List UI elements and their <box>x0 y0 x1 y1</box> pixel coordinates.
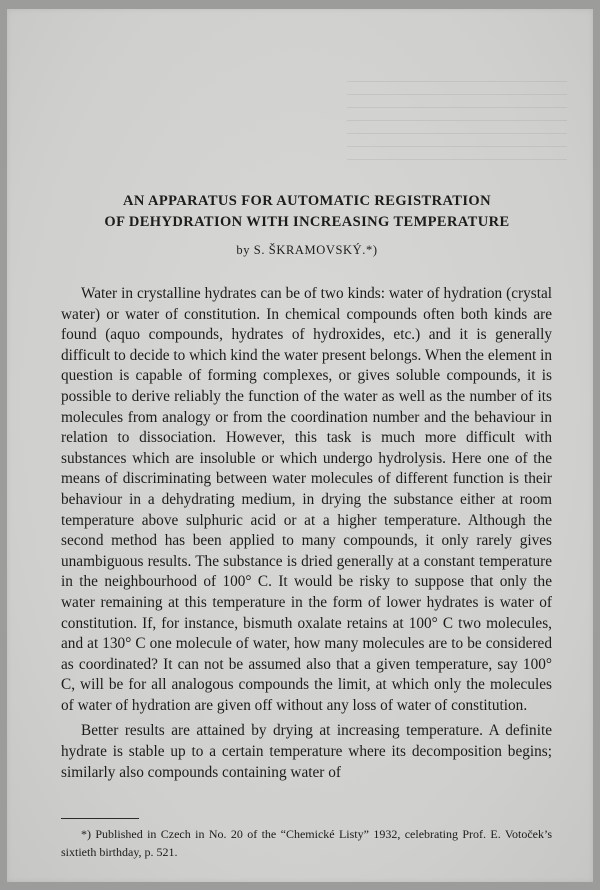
author-byline: by S. ŠKRAMOVSKÝ.*) <box>236 243 378 257</box>
paragraph: Water in crystalline hydrates can be of two kinds: water of hydration (crystal water) or water of constitution. In chemical compounds often both kinds are found (aquo compounds, hydrates of hydroxides, etc.) and it is generally difficult to decide to which kind the water present belongs. When the element in question is capable of forming complexes, or gives soluble compounds, it is possible to derive reliably the function of the water as well as the number of its molecules from analogy or from the coordination number and the behaviour in relation to dissociation. However, this task is much more difficult with substances which are insoluble or which undergo hydrolysis. Here one of the means of discriminating between water molecules of different function is their behaviour in a dehydrating medium, in drying the substance either at room temperature above sulphuric acid or at a higher temperature. Although the second method has been applied to many compounds, it only rarely gives unambiguous results. The substance is dried generally at a constant temperature in the neighbourhood of 100° C. It would be risky to suppose that only the water remaining at this temperature in the form of lower hydrates is water of constitution. If, for instance, bismuth oxalate retains at 100° C two molecules, and at 130° C one molecule of water, how many molecules are to be considered as coordinated? It can not be assumed also that a given temperature, say 100° C, will be for all analogous compounds the limit, at which only the molecules of water of hydration are given off without any loss of water of constitution. <box>61 285 552 714</box>
scanned-page <box>7 9 593 882</box>
article-title-line-1: AN APPARATUS FOR AUTOMATIC REGISTRATION <box>123 193 491 209</box>
footnote: *) Published in Czech in No. 20 of the “Chemické Listy” 1932, celebrating Prof. E. Votoček’s sixtieth birthday, p. 521. <box>61 827 552 859</box>
article-body <box>61 284 552 783</box>
article-title-line-2: OF DEHYDRATION WITH INCREASING TEMPERATURE <box>104 214 510 230</box>
footnote-rule <box>61 818 139 819</box>
show-through-text <box>347 69 567 179</box>
paragraph: Better results are attained by drying at increasing temperature. A definite hydrate is stable up to a certain temperature where its decomposition begins; similarly also compounds containing water of <box>61 722 552 781</box>
